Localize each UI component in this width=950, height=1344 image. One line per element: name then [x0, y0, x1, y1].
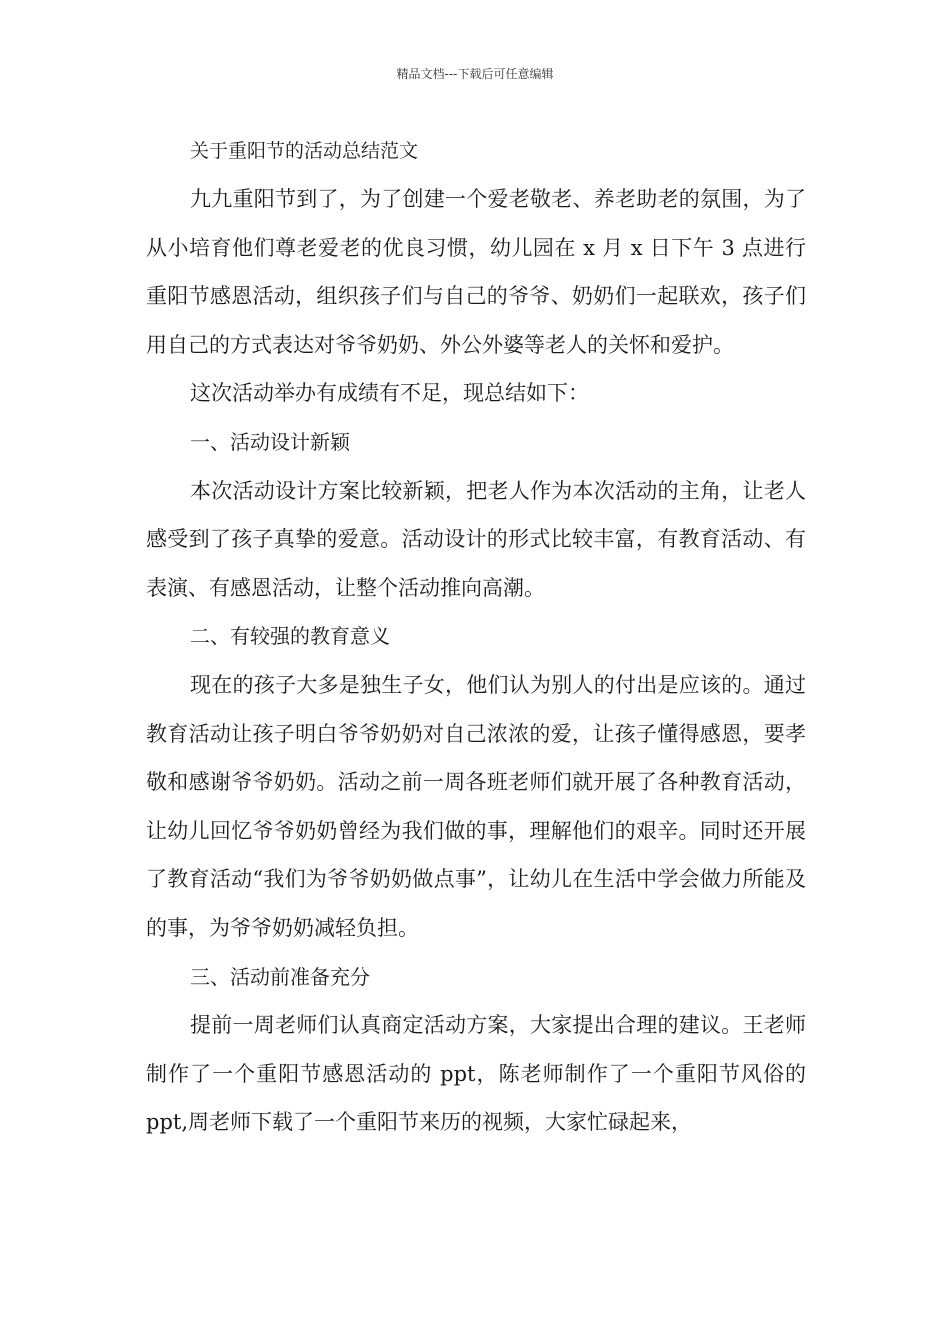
document-body	[146, 127, 806, 1147]
paragraph-section-1: 本次活动设计方案比较新颖，把老人作为本次活动的主角，让老人感受到了孩子真挚的爱意。活动设计的形式比较丰富，有教育活动、有表演、有感恩活动，让整个活动推向高潮。	[146, 478, 806, 600]
page-header: 精品文档---下载后可任意编辑	[396, 67, 554, 81]
paragraph-summary-lead: 这次活动举办有成绩有不足，现总结如下：	[190, 381, 589, 406]
document-title: 关于重阳节的活动总结范文	[190, 140, 419, 162]
section-heading-3: 三、活动前准备充分	[190, 964, 370, 989]
paragraph-intro: 九九重阳节到了，为了创建一个爱老敬老、养老助老的氛围，为了从小培育他们尊老爱老的优良习惯，幼儿园在 x 月 x 日下午 3 点进行重阳节感恩活动，组织孩子们与自己的爷爷、奶奶们一起联欢，孩子们用自己的方式表达对爷爷奶奶、外公外婆等老人的关怀和爱护。	[146, 187, 806, 357]
section-heading-2: 二、有较强的教育意义	[190, 624, 390, 649]
section-heading-1: 一、活动设计新颖	[190, 429, 350, 454]
paragraph-section-2: 现在的孩子大多是独生子女，他们认为别人的付出是应该的。通过教育活动让孩子明白爷爷奶奶对自己浓浓的爱，让孩子懂得感恩，要孝敬和感谢爷爷奶奶。活动之前一周各班老师们就开展了各种教育活动，让幼儿回忆爷爷奶奶曾经为我们做的事，理解他们的艰辛。同时还开展了教育活动“我们为爷爷奶奶做点事”，让幼儿在生活中学会做力所能及的事，为爷爷奶奶减轻负担。	[146, 672, 806, 940]
paragraph-section-3: 提前一周老师们认真商定活动方案，大家提出合理的建议。王老师制作了一个重阳节感恩活动的 ppt，陈老师制作了一个重阳节风俗的 ppt,周老师下载了一个重阳节来历的视频，大家忙碌起来，	[146, 1013, 806, 1135]
